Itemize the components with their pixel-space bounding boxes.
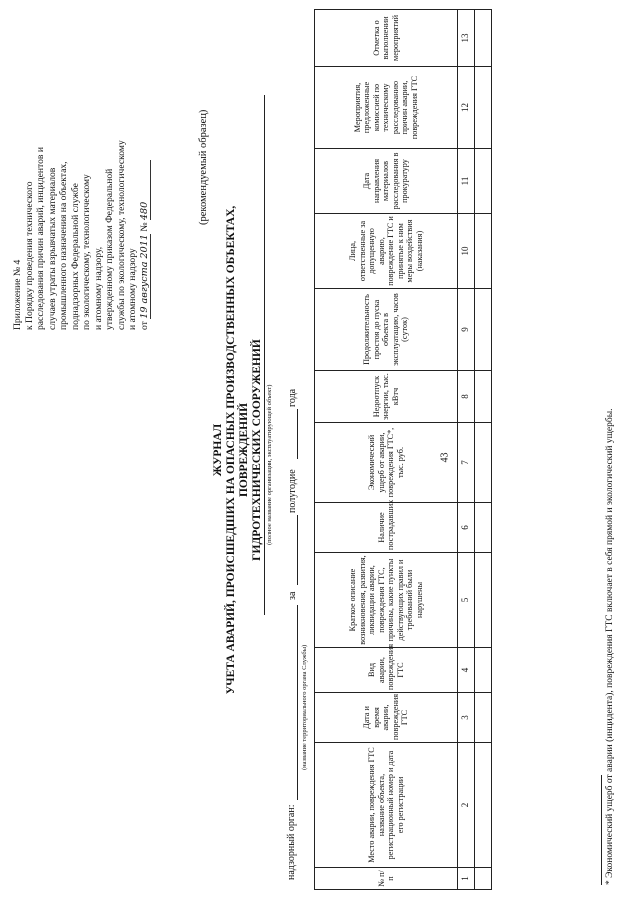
- column-header: Наличие пострадавших: [315, 503, 458, 553]
- order-no-label: №: [138, 222, 150, 232]
- empty-cell: [475, 648, 492, 693]
- order-prefix: от: [138, 321, 150, 330]
- empty-cell: [475, 743, 492, 868]
- half-year-label: полугодие: [287, 469, 298, 513]
- column-number: 6: [458, 503, 475, 553]
- column-number: 7: [458, 423, 475, 503]
- year-line: [297, 409, 298, 459]
- column-number: 11: [458, 149, 475, 214]
- appendix-line: утвержденному приказом Федеральной: [104, 168, 115, 330]
- column-header: Отметка о выполнении мероприятий: [315, 10, 458, 67]
- empty-cell: [475, 423, 492, 503]
- column-header: Экономический ущерб от аварии, повреждения ГТС*, тыс. руб.: [315, 423, 458, 503]
- table-header-row: [315, 10, 458, 890]
- organization-caption: (полное название организации, эксплуатирующей объект): [266, 384, 273, 545]
- empty-cell: [475, 553, 492, 648]
- supervisory-line: [297, 605, 298, 800]
- page-number: 43: [439, 452, 451, 463]
- empty-cell: [475, 289, 492, 371]
- title-line-1: ЖУРНАЛ: [212, 423, 224, 477]
- column-number: 10: [458, 214, 475, 289]
- title-line-2: УЧЕТА АВАРИЙ, ПРОИСШЕДШИХ НА ОПАСНЫХ ПРОИЗВОДСТВЕННЫХ ОБЪЕКТАХ, ПОВРЕЖДЕНИЙ: [225, 205, 250, 695]
- empty-cell: [475, 67, 492, 149]
- column-header: Лица, ответственные за допущенную аварию, повреждение ГТС и принятые к ним меры воздействия (наказания): [315, 214, 458, 289]
- column-header: Дата и время аварии, повреждения ГТС: [315, 693, 458, 743]
- period-za-label: за: [287, 591, 298, 600]
- order-line: [139, 20, 152, 330]
- column-header: Краткое описание возникновения, развития, ликвидации аварии, повреждения ГТС, причины, какие пункты действующих правил и требований были нарушены: [315, 553, 458, 648]
- journal-table: [314, 9, 492, 890]
- column-number: 3: [458, 693, 475, 743]
- empty-cell: [475, 214, 492, 289]
- column-number: 8: [458, 371, 475, 423]
- title-line-3: ГИДРОТЕХНИЧЕСКИХ СООРУЖЕНИЙ: [251, 339, 263, 561]
- appendix-line: и атомному надзору: [127, 248, 138, 330]
- column-header: Мероприятия, предложенные комиссией по техническому расследованию причин аварии, повреждения ГТС: [315, 67, 458, 149]
- column-number: 13: [458, 10, 475, 67]
- footnote: * Экономический ущерб от аварии (инцидента), повреждения ГТС включает в себя прямой и экологический ущербы.: [605, 408, 615, 885]
- appendix-line: случаев утраты взрывчатых материалов: [46, 167, 58, 330]
- sample-note: (рекомендуемый образец): [198, 109, 209, 225]
- appendix-line: к Порядку проведения технического: [23, 181, 35, 330]
- empty-row: [475, 10, 492, 890]
- journal-title: [212, 170, 264, 730]
- column-header: Недоотпуск энергии, тыс. кВтч: [315, 371, 458, 423]
- appendix-line: службы по экологическому, технологическому: [115, 140, 127, 330]
- empty-cell: [475, 868, 492, 890]
- empty-cell: [475, 693, 492, 743]
- organization-line: [258, 95, 265, 615]
- appendix-line: расследования причин аварий, инцидентов и: [35, 147, 46, 330]
- footnote-divider: [601, 775, 602, 885]
- order-date: 19 августа 2011: [138, 234, 150, 319]
- column-header: Дата направления материалов расследования в прокуратуру: [315, 149, 458, 214]
- period-line: [297, 515, 298, 585]
- column-number-row: [458, 10, 475, 890]
- appendix-line: промышленного назначения на объектах,: [58, 161, 69, 330]
- empty-cell: [475, 149, 492, 214]
- column-header: Место аварии, повреждения ГТС название объекта, регистрационный номер и дата его регистрации: [315, 743, 458, 868]
- empty-cell: [475, 10, 492, 67]
- appendix-line: по экологическому, технологическому: [81, 174, 92, 330]
- column-header: № п/п: [315, 868, 458, 890]
- appendix-line: Приложение № 4: [12, 259, 23, 330]
- year-label: года: [287, 388, 298, 407]
- appendix-line: и атомному надзору,: [92, 246, 104, 330]
- column-number: 9: [458, 289, 475, 371]
- column-number: 1: [458, 868, 475, 890]
- empty-cell: [475, 371, 492, 423]
- appendix-block: [12, 20, 151, 330]
- column-number: 12: [458, 67, 475, 149]
- supervisory-caption: (название территориального органа Службы): [301, 644, 308, 770]
- column-number: 4: [458, 648, 475, 693]
- appendix-line: поднадзорных Федеральной службе: [69, 183, 81, 330]
- supervisory-label: надзорный орган:: [286, 804, 297, 880]
- column-number: 5: [458, 553, 475, 648]
- order-number: 480: [139, 160, 152, 220]
- column-number: 2: [458, 743, 475, 868]
- column-header: Продолжительность простоя до пуска объекта в эксплуатацию, часов (суток): [315, 289, 458, 371]
- empty-cell: [475, 503, 492, 553]
- column-header: Вид аварии, повреждения ГТС: [315, 648, 458, 693]
